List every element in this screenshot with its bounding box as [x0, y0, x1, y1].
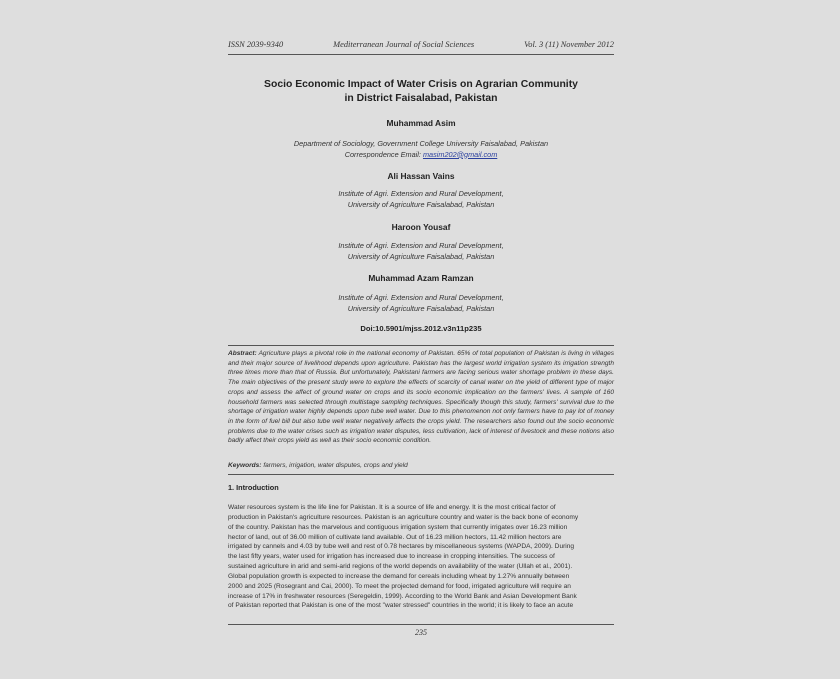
affiliation-line: University of Agriculture Faisalabad, Pakistan — [347, 251, 495, 261]
affiliation-line: University of Agriculture Faisalabad, Pakistan — [347, 303, 495, 313]
email-label: Correspondence Email: — [344, 149, 423, 159]
body-line: hector of land, out of 36.00 million of cultivate land available. Out of 16.23 million hectors, 11.42 million hectors are — [228, 533, 562, 541]
body-line: production in Pakistan's agriculture resources. Pakistan is an agriculture country and water is the back bone of economy — [228, 513, 579, 521]
author-name: Ali Hassan Vains — [387, 171, 455, 181]
keywords-label: Keywords: — [228, 462, 262, 469]
author-name: Muhammad Azam Ramzan — [368, 273, 474, 283]
author-affiliation — [228, 293, 614, 314]
introduction-body — [228, 503, 614, 611]
title-line: Socio Economic Impact of Water Crisis on Agrarian Community — [264, 79, 578, 90]
section-heading: 1. Introduction — [228, 483, 279, 492]
body-line: 2000 and 2025 (Rosegrant and Cai, 2000). To meet the projected demand for food, irrigated agriculture will require an — [228, 582, 571, 590]
title-line: in District Faisalabad, Pakistan — [344, 93, 498, 104]
abstract-label: Abstract: — [228, 350, 257, 357]
header-rule — [228, 54, 614, 55]
abstract-top-rule — [228, 345, 614, 346]
body-line: irrigated by cannels and 4.03 by tube well and rest of 0.78 hectares by miscellaneous systems (WAPDA, 2009). During — [228, 543, 575, 551]
abstract — [228, 349, 614, 446]
issn: ISSN 2039-9340 — [228, 40, 284, 49]
author-name: Muhammad Asim — [386, 118, 456, 128]
abstract-text: Agriculture plays a pivotal role in the national economy of Pakistan. 65% of total population of Pakistan is living in villages and their major source of livelihood depends upon agriculture. Pakistan has the largest world irrigation system its irrigation strength three times more than that of Russia. But unfortunately, Pakistani farmers are facing serious water shortage problem in these days. The main objectives of the present study were to explore the effects of scarcity of canal water on the yield of different type of major crops and assess the affect of ground water on crops and its socio economic implication on the farmers' lives. A sample of 160 household farmers was selected through multistage sampling techniques. Specifically though this study, farmers' survival due to the shortage of irrigation water highly depends upon tube well water. Due to this phenomenon not only farmers have to pay lot of money in the form of fuel bill but also tube well water negatively affects the crops yield. The researchers also found out the socio economic problems due to the water crises such as irrigation water disputes, less cultivation, lack of interest of livestock and these notions also badly affect their crops yield as well as their socio economic condition. — [228, 350, 614, 445]
affiliation-line: Department of Sociology, Government College University Faisalabad, Pakistan — [293, 139, 549, 148]
body-line: the last fifty years, water used for irrigation has increased due to increase in cropping intensities. The success of — [228, 553, 555, 561]
body-line: Global population growth is expected to increase the demand for cereals including wheat by 1.27% annually between — [228, 572, 570, 580]
affiliation-line: Institute of Agri. Extension and Rural Development, — [338, 241, 504, 250]
author-name: Haroon Yousaf — [391, 222, 451, 232]
email-link[interactable]: masim202@gmail.com — [422, 149, 498, 159]
body-line: increase of 17% in freshwater resources (Seregeldin, 1999). According to the World Bank and Asian Development Bank — [228, 592, 577, 600]
body-line: Water resources system is the life line for Pakistan. It is a source of life and energy. It is the most critical factor of — [228, 504, 556, 511]
body-line: of Pakistan reported that Pakistan is one of the most "water stressed" countries in the world; it is likely to face an acute — [228, 602, 574, 610]
volume-issue: Vol. 3 (11) November 2012 — [524, 40, 614, 49]
affiliation-line: Institute of Agri. Extension and Rural Development, — [338, 293, 504, 302]
body-line: of the country. Pakistan has the marvelous and contiguous irrigation system that currently irrigates over 16.23 million — [228, 523, 568, 531]
author-affiliation — [228, 139, 614, 160]
journal-name: Mediterranean Journal of Social Sciences — [333, 40, 475, 49]
paper-page — [198, 0, 642, 679]
doi: Doi:10.5901/mjss.2012.v3n11p235 — [360, 324, 482, 333]
keywords — [228, 462, 614, 469]
keywords-text: farmers, irrigation, water disputes, crops and yield — [263, 462, 408, 469]
keywords-bottom-rule — [228, 474, 614, 475]
affiliation-line: University of Agriculture Faisalabad, Pakistan — [347, 199, 495, 209]
author-affiliation — [228, 241, 614, 262]
correspondence — [228, 150, 614, 161]
running-header — [228, 40, 614, 49]
page-number: 235 — [415, 628, 427, 637]
footer-rule — [228, 624, 614, 625]
author-affiliation — [228, 189, 614, 210]
affiliation-line: Institute of Agri. Extension and Rural Development, — [338, 189, 504, 198]
body-line: sustained agriculture in arid and semi-arid regions of the world depends on availability of the water (Ullah et al., 2001). — [228, 563, 573, 571]
paper-title — [228, 78, 614, 106]
